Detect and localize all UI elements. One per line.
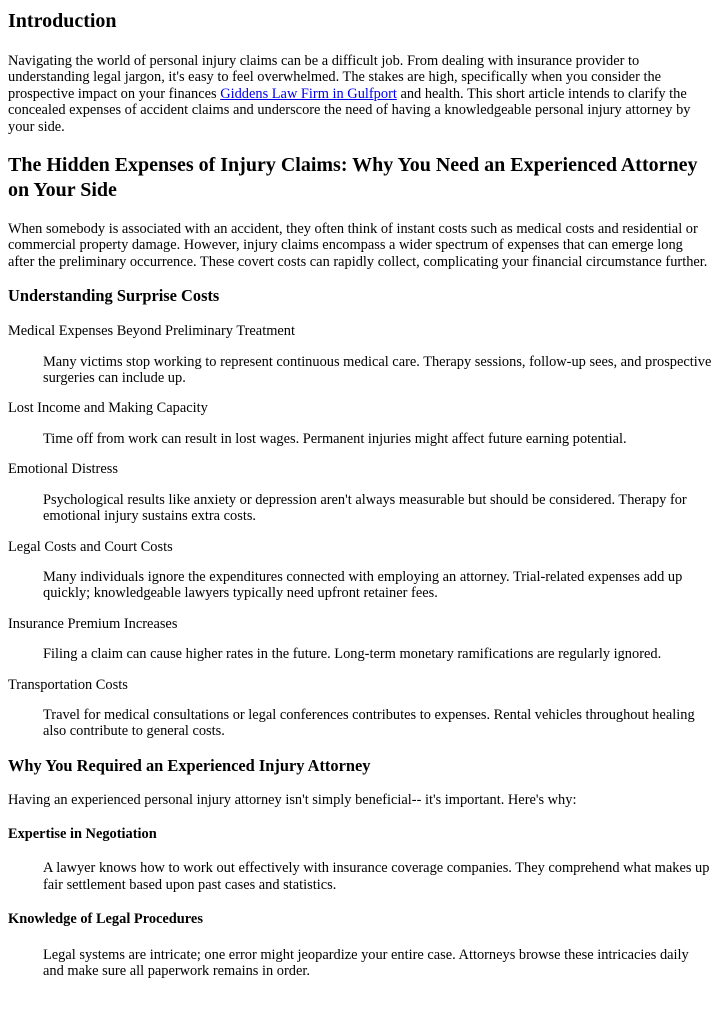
cost-term: Transportation Costs [8,676,128,693]
intro-heading: Introduction [8,10,117,32]
cost-description: Psychological results like anxiety or depression aren't always measurable but should be considered. Therapy for emotional injury sustains extra costs. [43,491,687,525]
hidden-expenses-heading: The Hidden Expenses of Injury Claims: Why You Need an Experienced Attorney on Your Side [8,154,698,202]
surprise-costs-list [8,323,712,740]
hidden-expenses-paragraph: When somebody is associated with an accident, they often think of instant costs such as medical costs and residential or commercial property damage. However, injury claims encompass a wider spectrum of expenses that can emerge long after the preliminary occurrence. These covert costs can rapidly collect, complicating your financial circumstance further. [8,221,708,270]
cost-term: Medical Expenses Beyond Preliminary Treatment [8,323,295,340]
cost-term: Lost Income and Making Capacity [8,400,208,417]
cost-description: Time off from work can result in lost wages. Permanent injuries might affect future earning potential. [43,430,627,447]
cost-term: Emotional Distress [8,461,118,478]
legal-procedures-text: Legal systems are intricate; one error might jeopardize your entire case. Attorneys browse these intricacies daily and make sure all paperwork remains in order. [43,946,689,980]
cost-description: Many individuals ignore the expenditures connected with employing an attorney. Trial-related expenses add up quickly; knowledgeable lawyers typically need upfront retainer fees. [43,568,683,602]
cost-term: Insurance Premium Increases [8,615,178,632]
cost-term: Legal Costs and Court Costs [8,538,173,555]
surprise-costs-heading: Understanding Surprise Costs [8,286,220,306]
giddens-law-firm-link[interactable]: Giddens Law Firm in Gulfport [220,85,397,102]
cost-description: Filing a claim can cause higher rates in the future. Long-term monetary ramifications are regularly ignored. [43,646,662,663]
article [0,9,720,980]
expertise-negotiation-text: A lawyer knows how to work out effectively with insurance coverage companies. They comprehend what makes up fair settlement based upon past cases and statistics. [43,860,710,893]
cost-description: Travel for medical consultations or legal conferences contributes to expenses. Rental vehicles throughout healing also contribute to general costs. [43,706,695,740]
expertise-negotiation-heading: Expertise in Negotiation [8,826,157,843]
intro-paragraph [8,53,712,135]
intro-text-before-link: Navigating the world of personal injury claims can be a difficult job. From dealing with insurance provider to understanding legal jargon, it's easy to feel overwhelmed. The stakes are high, specifically when you consider the prospective impact on your finances [8,53,662,102]
legal-procedures-heading: Knowledge of Legal Procedures [8,910,203,927]
why-attorney-heading: Why You Required an Experienced Injury Attorney [8,755,371,775]
intro-text-after-link: and health. This short article intends to clarify the concealed expenses of accident claims and underscore the need of having a knowledgeable personal injury attorney by your side. [8,85,691,135]
why-attorney-intro: Having an experienced personal injury attorney isn't simply beneficial-- it's important. Here's why: [8,791,577,808]
cost-description: Many victims stop working to represent continuous medical care. Therapy sessions, follow-up sees, and prospective surgeries can include up. [43,353,712,387]
